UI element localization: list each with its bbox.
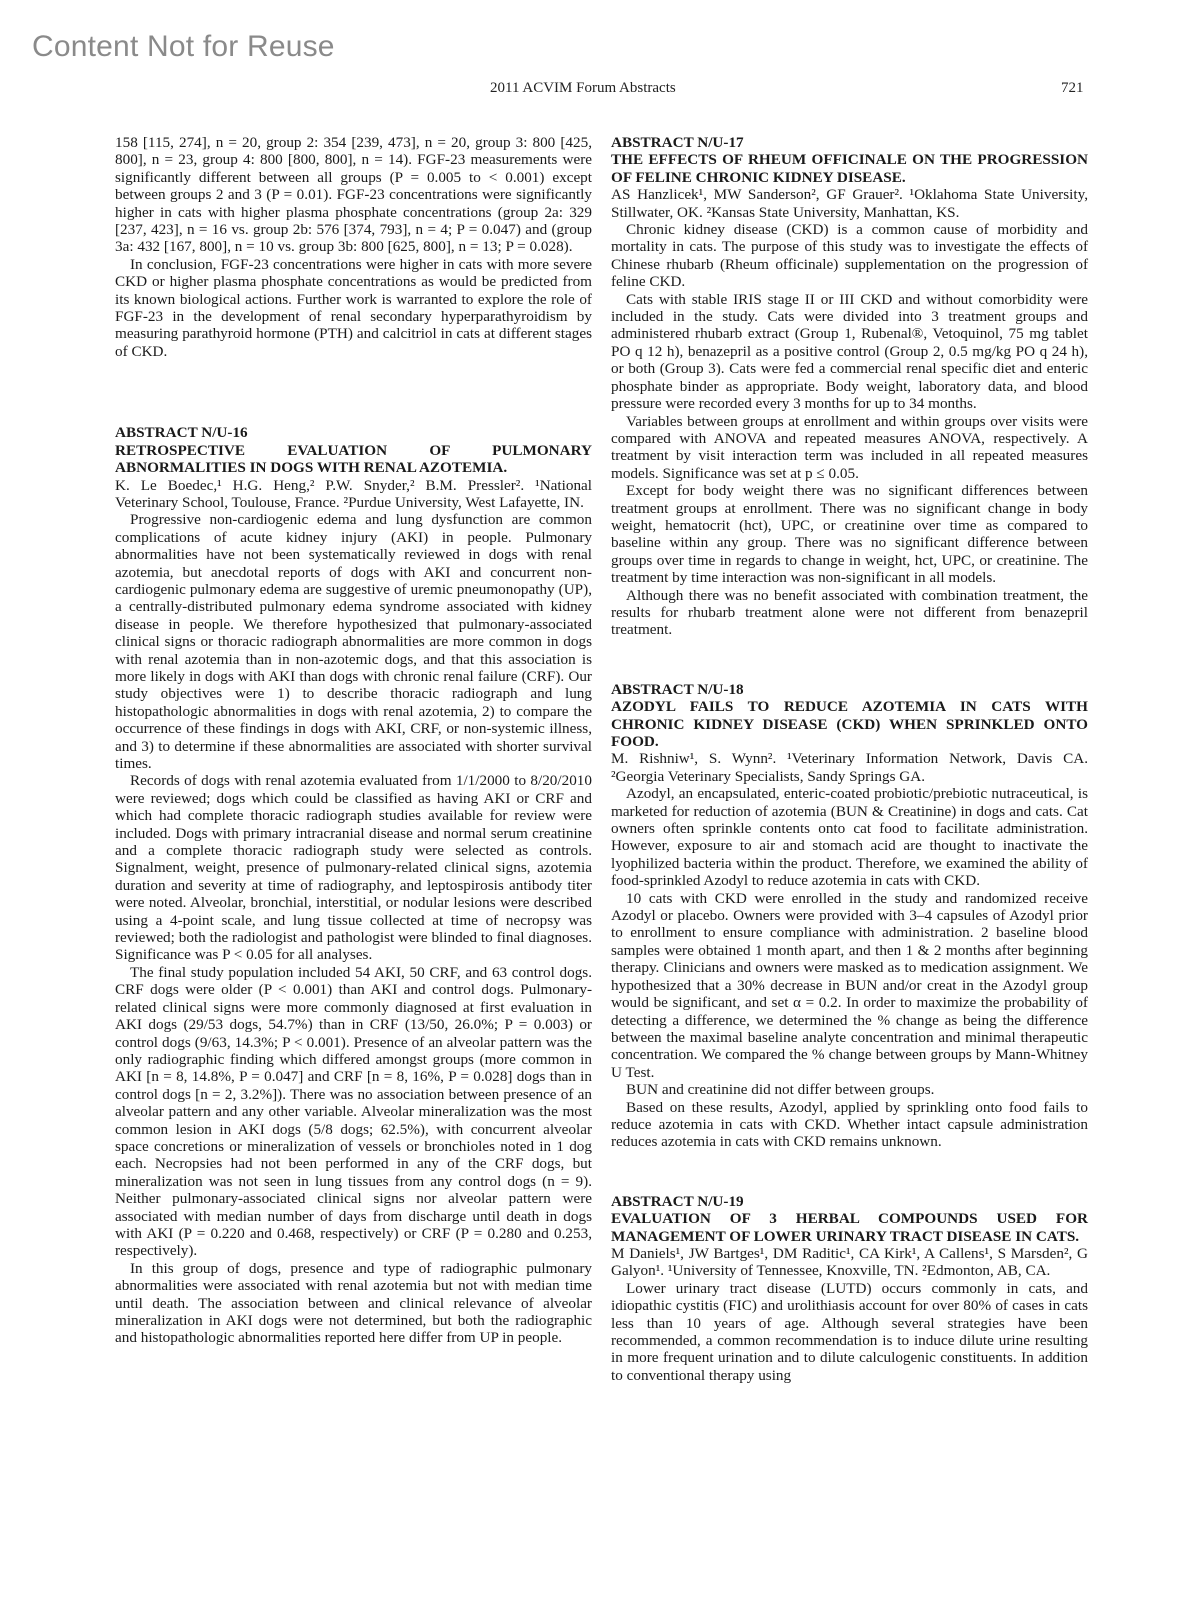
abstract-n-u-18 [611,681,1088,1151]
abstract-title: EVALUATION OF 3 HERBAL COMPOUNDS USED FOR MANAGEMENT OF LOWER URINARY TRACT DISEASE IN CATS. [611,1210,1088,1245]
abstract-paragraph: Lower urinary tract disease (LUTD) occurs commonly in cats, and idiopathic cystitis (FIC) and urolithiasis account for over 80% of cases in cats less than 10 years of age. Although several strategies have been recommended, a common recommendation is to induce dilute urine resulting in more frequent urination and to dilute calculogenic constituents. In addition to conventional therapy using [611,1279,1088,1384]
abstract-label: ABSTRACT N/U-17 [611,134,744,151]
abstract-label: ABSTRACT N/U-16 [115,424,248,442]
abstract-paragraph: Chronic kidney disease (CKD) is a common cause of morbidity and mortality in cats. The purpose of this study was to investigate the effects of Chinese rhubarb (Rheum officinale) supplementation on the progression of feline CKD. [611,221,1088,291]
abstract-title: RETROSPECTIVE EVALUATION OF PULMONARY ABNORMALITIES IN DOGS WITH RENAL AZOTEMIA. [115,441,592,477]
abstract-label: ABSTRACT N/U-18 [611,680,744,698]
left-column [115,134,592,1347]
right-column [611,134,1088,1384]
abstract-title: AZODYL FAILS TO REDUCE AZOTEMIA IN CATS WITH CHRONIC KIDNEY DISEASE (CKD) WHEN SPRINKLED ONTO FOOD. [611,698,1088,750]
page-number: 721 [1061,80,1084,96]
abstract-authors: K. Le Boedec,¹ H.G. Heng,² P.W. Snyder,² B.M. Pressler². ¹National Veterinary School, Toulouse, France. ²Purdue University, West Lafayette, IN. [115,476,592,511]
abstract-n-u-16 [115,424,592,1347]
abstract-paragraph: Except for body weight there was no significant differences between treatment groups at enrollment. There was no significant change in body weight, hematocrit (hct), UPC, or creatinine over time as compared to baseline within any group. There was no significant difference between groups over time in regards to change in weight, hct, UPC, or creatinine. The treatment by time interaction was non-significant in all models. [611,482,1088,587]
continuation-paragraph: In conclusion, FGF-23 concentrations were higher in cats with more severe CKD or higher plasma phosphate concentrations as would be predicted from its known biological actions. Further work is warranted to explore the role of FGF-23 in the development of renal secondary hyperparathyroidism by measuring parathyroid hormone (PTH) and calcitriol in cats at different stages of CKD. [115,255,592,360]
watermark: Content Not for Reuse [32,30,335,63]
abstract-authors: M. Rishniw¹, S. Wynn². ¹Veterinary Information Network, Davis CA. ²Georgia Veterinary Specialists, Sandy Springs GA. [611,750,1088,785]
abstract-paragraph: Based on these results, Azodyl, applied by sprinkling onto food fails to reduce azotemia in cats with CKD. Whether intact capsule administration reduces azotemia in cats with CKD remains unknown. [611,1098,1088,1151]
abstract-authors: M Daniels¹, JW Bartges¹, DM Raditic¹, CA Kirk¹, A Callens¹, S Marsden², G Galyon¹. ¹University of Tennessee, Knoxville, TN. ²Edmonton, AB, CA. [611,1244,1088,1280]
abstract-paragraph: Variables between groups at enrollment and within groups over visits were compared with ANOVA and repeated measures ANOVA, respectively. A treatment by visit interaction term was included in all repeated measures models. Significance was set at p ≤ 0.05. [611,412,1088,482]
abstract-paragraph: Although there was no benefit associated with combination treatment, the results for rhubarb treatment alone were not different from benazepril treatment. [611,586,1088,639]
abstract-paragraph: 10 cats with CKD were enrolled in the study and randomized receive Azodyl or placebo. Owners were provided with 3–4 capsules of Azodyl prior to enrollment to ensure compliance with administration. 2 baseline blood samples were obtained 1 month apart, and then 1 & 2 months after beginning therapy. Clinicians and owners were masked as to medication assignment. We hypothesized that a 30% decrease in BUN and/or creat in the Azodyl group would be significant, and set α = 0.2. In order to maximize the probability of detecting a difference, we determined the % change as being the difference between the maximal baseline analyte concentration and minimal therapeutic concentration. We compared the % change between groups by Mann-Whitney U Test. [611,889,1088,1081]
abstract-paragraph: The final study population included 54 AKI, 50 CRF, and 63 control dogs. CRF dogs were older (P < 0.001) than AKI and control dogs. Pulmonary-related clinical signs were more commonly diagnosed at first evaluation in AKI dogs (29/53 dogs, 54.7%) than in CRF (13/50, 26.0%; P = 0.003) or control dogs (9/63, 14.3%; P < 0.001). Presence of an alveolar pattern was the only radiographic finding which differed amongst groups (more common in AKI [n = 8, 14.8%, P = 0.047] and CRF [n = 8, 16%, P = 0.028] dogs than in control dogs [n = 2, 3.2%]). There was no association between presence of an alveolar pattern and any other variable. Alveolar mineralization was the most common lesion in AKI dogs (5/8 dogs; 62.5%), with concurrent alveolar space concretions or mineralization of vessels or bronchioles noted in 1 dog each. Necropsies had not been performed in any of the CRF dogs, but mineralization was not seen in lung tissues from any control dogs (n = 9). Neither pulmonary-associated clinical signs nor alveolar pattern were associated with median number of days from discharge until death in dogs with AKI (P = 0.220 and 0.468, respectively) or CRF (P = 0.280 and 0.253, respectively). [115,963,592,1260]
abstract-n-u-17 [611,134,1088,639]
continuation-paragraph: 158 [115, 274], n = 20, group 2: 354 [239, 473], n = 20, group 3: 800 [425, 800], n = 23, group 4: 800 [800, 800], n = 14). FGF-23 measurements were significantly different between all groups (P = 0.005 to < 0.001) except between groups 2 and 3 (P = 0.01). FGF-23 concentrations were significantly higher in cats with higher plasma phosphate concentrations (group 2a: 329 [237, 423], n = 16 vs. group 2b: 576 [374, 793], n = 4; P = 0.047) and (group 3a: 432 [167, 800], n = 10 vs. group 3b: 800 [625, 800], n = 13; P = 0.028). [115,134,592,256]
abstract-n-u-19 [611,1193,1088,1384]
running-title: 2011 ACVIM Forum Abstracts [490,80,676,96]
abstract-label: ABSTRACT N/U-19 [611,1192,744,1210]
abstract-paragraph: In this group of dogs, presence and type of radiographic pulmonary abnormalities were associated with renal azotemia but not with median time until death. The association between and clinical relevance of alveolar mineralization in AKI dogs were not determined, but both the radiographic and histopathologic abnormalities reported here differ from UP in people. [115,1259,592,1347]
abstract-authors: AS Hanzlicek¹, MW Sanderson², GF Grauer². ¹Oklahoma State University, Stillwater, OK. ²Kansas State University, Manhattan, KS. [611,186,1088,221]
abstract-paragraph: Cats with stable IRIS stage II or III CKD and without comorbidity were included in the study. Cats were divided into 3 treatment groups and administered rhubarb extract (Group 1, Rubenal®, Vetoquinol, 75 mg tablet PO q 12 h), benazepril as a positive control (Group 2, 0.5 mg/kg PO q 24 h), or both (Group 3). Cats were fed a commercial renal specific diet and enteric phosphate binder as appropriate. Body weight, laboratory data, and blood pressure were recorded every 3 months for up to 34 months. [611,290,1088,413]
abstract-paragraph: Records of dogs with renal azotemia evaluated from 1/1/2000 to 8/20/2010 were reviewed; dogs which could be classified as having AKI or CRF and which had complete thoracic radiograph studies available for review were included. Dogs with primary intracranial disease and normal serum creatinine and a complete thoracic radiograph study were selected as controls. Signalment, weight, presence of pulmonary-related clinical signs, azotemia duration and severity at time of radiography, and leptospirosis antibody titer were noted. Alveolar, bronchial, interstitial, or nodular lesions were described using a 4-point scale, and lung tissue collected at time of necropsy was reviewed; both the radiologist and pathologist were blinded to final diagnoses. Significance was P < 0.05 for all analyses. [115,772,592,964]
abstract-title: THE EFFECTS OF RHEUM OFFICINALE ON THE PROGRESSION OF FELINE CHRONIC KIDNEY DISEASE. [611,151,1088,186]
abstract-paragraph: Azodyl, an encapsulated, enteric-coated probiotic/prebiotic nutraceutical, is marketed for reduction of azotemia (BUN & Creatinine) in dogs and cats. Cat owners often sprinkle contents onto cat food to facilitate administration. However, exposure to air and stomach acid are thought to inactivate the lyophilized bacteria within the product. Therefore, we examined the ability of food-sprinkled Azodyl to reduce azotemia in cats with CKD. [611,785,1088,890]
abstract-paragraph: BUN and creatinine did not differ between groups. [626,1081,935,1099]
abstract-paragraph: Progressive non-cardiogenic edema and lung dysfunction are common complications of acute kidney injury (AKI) in people. Pulmonary abnormalities have not been systematically reviewed in dogs with renal azotemia, but anecdotal reports of dogs with AKI and concurrent non-cardiogenic pulmonary edema are suggestive of uremic pneumonopathy (UP), a centrally-distributed pulmonary edema syndrome associated with kidney disease in people. We therefore hypothesized that pulmonary-associated clinical signs or thoracic radiograph abnormalities are more common in dogs with renal azotemia than in non-azotemic dogs, and that this association is more likely in dogs with AKI than dogs with chronic renal failure (CRF). Our study objectives were 1) to describe thoracic radiograph and lung histopathologic abnormalities in dogs with renal azotemia, 2) to compare the occurrence of these findings in dogs with AKI, CRF, or non-systemic illness, and 3) to determine if these abnormalities are associated with shorter survival times. [115,511,592,772]
